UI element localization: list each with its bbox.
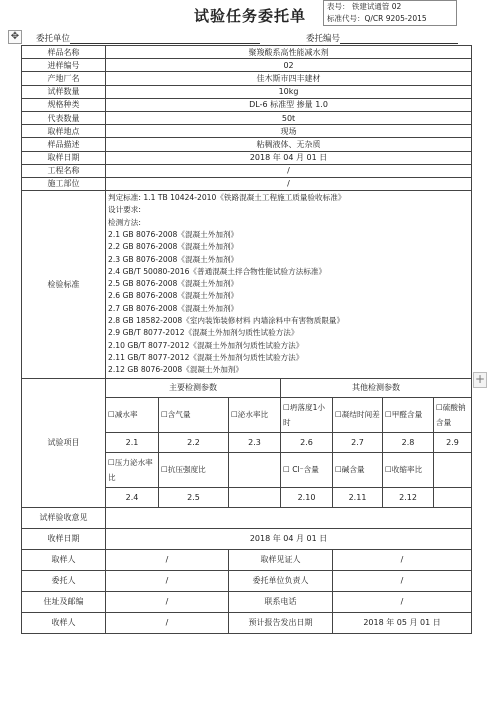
empty-cell	[229, 452, 281, 487]
empty-cell	[434, 487, 472, 507]
label-cell: 工程名称	[22, 164, 106, 177]
test-item-code: 2.8	[383, 432, 434, 452]
commission-no-header	[306, 32, 458, 44]
label-cell: 住址及邮编	[22, 591, 106, 612]
test-item-checkbox[interactable]: ☐碱含量	[333, 452, 383, 487]
test-item-code: 2.1	[106, 432, 159, 452]
test-item-checkbox[interactable]: ☐泌水率比	[229, 397, 281, 432]
test-item-code: 2.12	[383, 487, 434, 507]
value-cell[interactable]: 10kg	[106, 85, 472, 98]
value-cell[interactable]: 50t	[106, 111, 472, 124]
client-unit-header	[36, 32, 260, 44]
test-item-code: 2.6	[281, 432, 333, 452]
value-cell[interactable]: DL-6 标准型 掺量 1.0	[106, 98, 472, 111]
row-construction-part	[22, 177, 472, 190]
label-cell: 试验项目	[22, 378, 106, 507]
test-item-checkbox[interactable]: ☐收缩率比	[383, 452, 434, 487]
standard-line: 2.9 GB/T 8077-2012《混凝土外加剂匀质性试验方法》	[108, 328, 299, 338]
standard-line: 2.12 GB 8076-2008《混凝土外加剂》	[108, 365, 243, 375]
value-cell[interactable]: /	[106, 177, 472, 190]
standard-line: 检测方法:	[108, 217, 141, 227]
row-param-groups	[22, 378, 472, 397]
test-item-checkbox[interactable]: ☐ Cl⁻含量	[281, 452, 333, 487]
test-item-checkbox[interactable]: ☐硫酸钠含量	[434, 397, 472, 432]
value-cell[interactable]: 2018 年 04 月 01 日	[106, 151, 472, 164]
page-title: 试验任务委托单	[193, 7, 306, 25]
test-item-code: 2.11	[333, 487, 383, 507]
table-number: 表号： 铁建试通管 02	[327, 2, 402, 11]
row-receive-date	[22, 528, 472, 549]
value-cell[interactable]: 02	[106, 59, 472, 72]
other-params-header: 其他检测参数	[281, 378, 472, 397]
label-cell: 取样日期	[22, 151, 106, 164]
standard-line: 2.8 GB 18582-2008《室内装饰装修材料 内墙涂料中有害物质限量》	[108, 316, 345, 326]
label-cell: 取样人	[22, 549, 106, 570]
row-origin	[22, 72, 472, 85]
value-cell[interactable]: 2018 年 04 月 01 日	[106, 528, 472, 549]
value-cell[interactable]: /	[106, 570, 229, 591]
test-item-checkbox[interactable]: ☐含气量	[159, 397, 229, 432]
label-cell: 施工部位	[22, 177, 106, 190]
row-represent-qty	[22, 111, 472, 124]
row-sampling-site	[22, 125, 472, 138]
value-cell[interactable]: 2018 年 05 月 01 日	[333, 612, 472, 633]
label-cell: 样品描述	[22, 138, 106, 151]
label-cell: 取样见证人	[229, 549, 333, 570]
label-cell: 预计报告发出日期	[229, 612, 333, 633]
value-cell[interactable]: 粘稠液体、无杂质	[106, 138, 472, 151]
test-item-checkbox[interactable]: ☐甲醛含量	[383, 397, 434, 432]
value-cell[interactable]: 现场	[106, 125, 472, 138]
add-column-plus-icon[interactable]: +	[474, 372, 486, 386]
value-cell[interactable]: /	[106, 612, 229, 633]
row-address	[22, 591, 472, 612]
standard-number: 标准代号：Q/CR 9205-2015	[327, 14, 427, 23]
client-unit-blank[interactable]	[70, 34, 260, 44]
label-cell: 样品名称	[22, 46, 106, 59]
value-cell[interactable]: /	[106, 591, 229, 612]
row-sampler	[22, 549, 472, 570]
standard-line: 2.10 GB/T 8077-2012《混凝土外加剂匀质性试验方法》	[108, 340, 304, 350]
standard-line: 2.3 GB 8076-2008《混凝土外加剂》	[108, 254, 239, 264]
commission-form-table	[21, 45, 472, 634]
test-item-checkbox[interactable]: ☐压力泌水率比	[106, 452, 159, 487]
label-cell: 委托单位负责人	[229, 570, 333, 591]
row-sampling-date	[22, 151, 472, 164]
test-item-checkbox[interactable]: ☐抗压强度比	[159, 452, 229, 487]
standard-line: 2.2 GB 8076-2008《混凝土外加剂》	[108, 242, 239, 252]
standard-line: 2.4 GB/T 50080-2016《普通混凝土拌合物性能试验方法标准》	[108, 266, 327, 276]
row-sample-number	[22, 59, 472, 72]
standard-line: 2.5 GB 8076-2008《混凝土外加剂》	[108, 279, 239, 289]
test-item-checkbox[interactable]: ☐凝结时间差	[333, 397, 383, 432]
value-cell[interactable]: 佳木斯市四丰建材	[106, 72, 472, 85]
table-move-handle-icon[interactable]: ✥	[8, 30, 22, 44]
standard-line: 设计要求:	[108, 205, 141, 215]
label-cell: 试样验收意见	[22, 507, 106, 528]
row-quantity	[22, 85, 472, 98]
value-cell[interactable]: /	[333, 570, 472, 591]
label-cell: 进样编号	[22, 59, 106, 72]
label-cell: 代表数量	[22, 111, 106, 124]
row-receiver	[22, 612, 472, 633]
form-code-box	[323, 0, 457, 26]
test-item-code: 2.3	[229, 432, 281, 452]
label-cell: 委托人	[22, 570, 106, 591]
label-cell: 产地厂名	[22, 72, 106, 85]
test-item-checkbox[interactable]: ☐坍落度1小时	[281, 397, 333, 432]
commission-no-label: 委托编号	[306, 34, 341, 44]
value-cell[interactable]: 聚羧酸系高性能减水剂	[106, 46, 472, 59]
row-standards	[22, 191, 472, 378]
commission-no-blank[interactable]	[340, 34, 458, 44]
standards-cell[interactable]	[106, 191, 472, 378]
label-cell: 收样人	[22, 612, 106, 633]
label-cell: 取样地点	[22, 125, 106, 138]
standard-line: 2.7 GB 8076-2008《混凝土外加剂》	[108, 303, 239, 313]
label-cell: 收样日期	[22, 528, 106, 549]
test-item-code: 2.2	[159, 432, 229, 452]
empty-cell	[229, 487, 281, 507]
row-acceptance-opinion	[22, 507, 472, 528]
standard-line: 2.1 GB 8076-2008《混凝土外加剂》	[108, 229, 239, 239]
row-sample-name	[22, 46, 472, 59]
value-cell[interactable]: /	[333, 591, 472, 612]
row-spec	[22, 98, 472, 111]
label-cell: 规格种类	[22, 98, 106, 111]
value-cell[interactable]: /	[106, 549, 229, 570]
value-cell[interactable]: /	[333, 549, 472, 570]
test-item-code: 2.5	[159, 487, 229, 507]
row-description	[22, 138, 472, 151]
test-item-code: 2.9	[434, 432, 472, 452]
standard-line: 2.11 GB/T 8077-2012《混凝土外加剂匀质性试验方法》	[108, 352, 304, 362]
client-unit-label: 委托单位	[36, 34, 71, 44]
value-cell[interactable]: /	[106, 164, 472, 177]
standard-line: 2.6 GB 8076-2008《混凝土外加剂》	[108, 291, 239, 301]
test-item-code: 2.7	[333, 432, 383, 452]
test-item-checkbox[interactable]: ☐减水率	[106, 397, 159, 432]
acceptance-opinion-value[interactable]	[106, 507, 472, 528]
row-project-name	[22, 164, 472, 177]
test-item-code: 2.10	[281, 487, 333, 507]
empty-cell	[434, 452, 472, 487]
label-cell: 试样数量	[22, 85, 106, 98]
test-item-code: 2.4	[106, 487, 159, 507]
row-client	[22, 570, 472, 591]
standard-line: 判定标准: 1.1 TB 10424-2010《铁路混凝土工程施工质量验收标准》	[108, 193, 346, 203]
main-params-header: 主要检测参数	[106, 378, 281, 397]
label-cell: 联系电话	[229, 591, 333, 612]
label-cell: 检验标准	[22, 191, 106, 378]
